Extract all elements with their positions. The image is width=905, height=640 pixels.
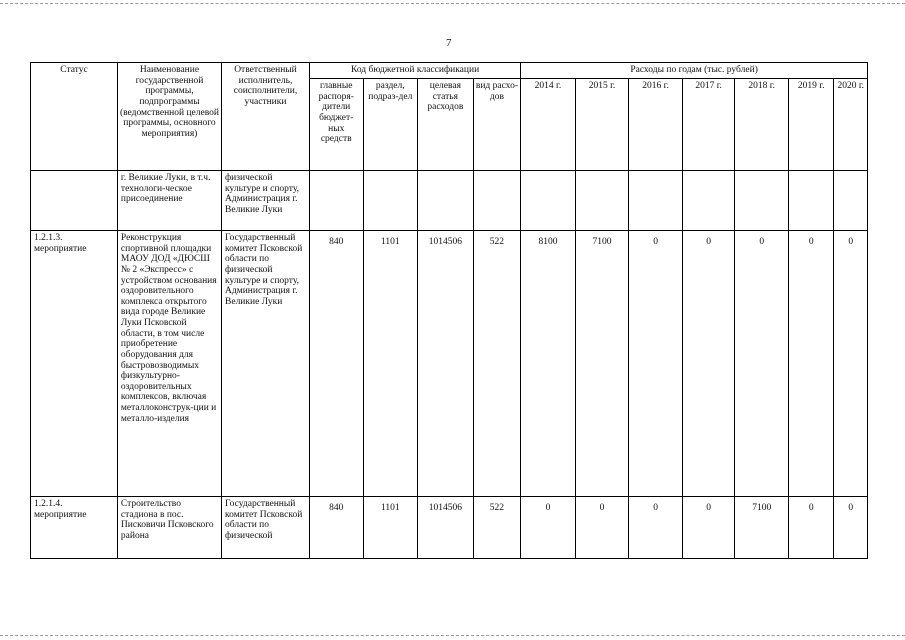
- row-value-2015: 0: [575, 497, 629, 559]
- header-code-target: целевая статья расходов: [418, 79, 474, 171]
- row-name: г. Великие Луки, в т.ч. технологи-ческое присоединение: [117, 171, 221, 231]
- row-status: [31, 171, 118, 231]
- row-responsible: физической культуре и спорту, Администрация г. Великие Луки: [222, 171, 310, 231]
- row-code-type: 522: [473, 231, 521, 497]
- header-status: Статус: [31, 63, 118, 171]
- header-budget-code: Код бюджетной классификации: [309, 63, 520, 79]
- header-code-grbs: главные распоря-дители бюджет-ных средств: [309, 79, 363, 171]
- row-code-type: [473, 171, 521, 231]
- page-bottom-edge: [0, 635, 905, 636]
- row-code-target: 1014506: [418, 497, 474, 559]
- row-value-2020: 0: [834, 231, 868, 497]
- budget-table: [30, 62, 868, 559]
- header-year-2019: 2019 г.: [788, 79, 833, 171]
- row-value-2017: 0: [682, 231, 735, 497]
- row-value-2018: 0: [735, 231, 789, 497]
- row-code-section: [363, 171, 418, 231]
- row-value-2016: 0: [629, 497, 683, 559]
- row-code-grbs: 840: [309, 497, 363, 559]
- row-name: Реконструкция спортивной площадки МАОУ ДОД «ДЮСШ № 2 «Экспресс» с устройством основания оздоровительного комплекса открытого вида городе Великие Луки Псковской области, в том числе приобретение оборудования для быстровозводимых физкультурно-оздоровительных комплексов, включая металлоконструк-ции и металло-изделия: [117, 231, 221, 497]
- row-value-2019: 0: [788, 231, 833, 497]
- row-value-2016: 0: [629, 231, 683, 497]
- header-year-2020: 2020 г.: [834, 79, 868, 171]
- row-code-type: 522: [473, 497, 521, 559]
- header-year-2016: 2016 г.: [629, 79, 683, 171]
- row-value-2016: [629, 171, 683, 231]
- header-year-2014: 2014 г.: [521, 79, 576, 171]
- row-name: Строительство стадиона в пос. Писковичи Псковского района: [117, 497, 221, 559]
- row-value-2018: 7100: [735, 497, 789, 559]
- row-code-target: 1014506: [418, 231, 474, 497]
- row-value-2020: [834, 171, 868, 231]
- page-top-edge: [0, 3, 905, 4]
- row-status: 1.2.1.4. мероприятие: [31, 497, 118, 559]
- table-row: [31, 231, 868, 497]
- page-number: 7: [446, 37, 452, 49]
- row-code-target: [418, 171, 474, 231]
- row-code-grbs: [309, 171, 363, 231]
- row-value-2015: [575, 171, 629, 231]
- row-responsible: Государственный комитет Псковской области по физической культуре и спорту, Администрация г. Великие Луки: [222, 231, 310, 497]
- header-year-2015: 2015 г.: [575, 79, 629, 171]
- row-value-2017: 0: [682, 497, 735, 559]
- row-responsible: Государственный комитет Псковской области по физической: [222, 497, 310, 559]
- row-code-section: 1101: [363, 497, 418, 559]
- header-year-2018: 2018 г.: [735, 79, 789, 171]
- row-code-grbs: 840: [309, 231, 363, 497]
- row-value-2015: 7100: [575, 231, 629, 497]
- row-status: 1.2.1.3. мероприятие: [31, 231, 118, 497]
- row-value-2018: [735, 171, 789, 231]
- row-value-2019: [788, 171, 833, 231]
- row-value-2020: 0: [834, 497, 868, 559]
- row-value-2014: 8100: [521, 231, 576, 497]
- header-row-1: [31, 63, 868, 79]
- header-code-section: раздел, подраз-дел: [363, 79, 418, 171]
- header-name: Наименование государственной программы, подпрограммы (ведомственной целевой программы, основного мероприятия): [117, 63, 221, 171]
- row-code-section: 1101: [363, 231, 418, 497]
- header-code-type: вид расхо-дов: [473, 79, 521, 171]
- row-value-2014: 0: [521, 497, 576, 559]
- table-row: [31, 497, 868, 559]
- row-value-2014: [521, 171, 576, 231]
- header-expenses: Расходы по годам (тыс. рублей): [521, 63, 868, 79]
- table-row: [31, 171, 868, 231]
- row-value-2019: 0: [788, 497, 833, 559]
- row-value-2017: [682, 171, 735, 231]
- header-responsible: Ответственный исполнитель, соисполнители, участники: [222, 63, 310, 171]
- header-year-2017: 2017 г.: [682, 79, 735, 171]
